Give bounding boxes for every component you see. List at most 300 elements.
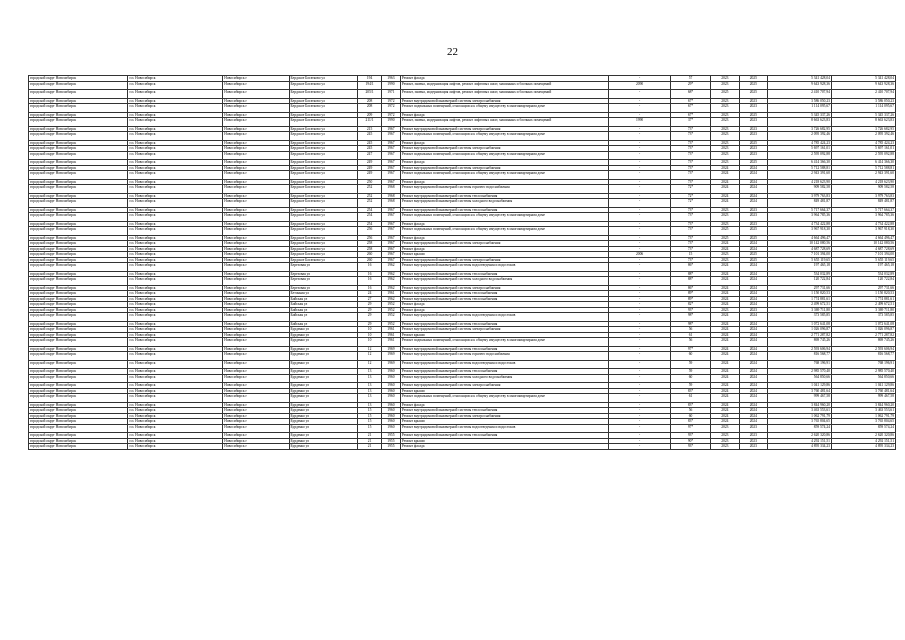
table-cell-house: 21 — [358, 433, 382, 439]
table-cell-work: Ремонт крыши — [400, 252, 608, 258]
table-cell-work: Ремонт внутридомовой инженерной системы электроснабжения — [400, 413, 608, 419]
table-cell-year_to: 2023 — [739, 126, 767, 132]
table-cell-address: Бердское Богатково ул — [289, 241, 358, 247]
table-cell-cost_total: 869 745,26 — [768, 338, 832, 347]
table-cell-work: Ремонт внутридомовой инженерной системы холодного водоснабжения — [400, 374, 608, 383]
table-cell-year_to: 2024 — [739, 327, 767, 333]
table-cell-city: г.п. Новосибирск — [128, 338, 223, 347]
table-cell-district: городской округ Новосибирск — [29, 179, 128, 185]
table-cell-city: г.п. Новосибирск — [128, 360, 223, 369]
table-cell-house: 249 — [358, 171, 382, 180]
table-cell-col9: 73* — [670, 160, 710, 166]
table-cell-year_to: 2025 — [739, 81, 767, 90]
table-cell-cost_total: 4 218 623,90 — [768, 179, 832, 185]
table-cell-year_to: 2024 — [739, 313, 767, 322]
table-cell-address: Бурденко ул — [289, 327, 358, 333]
table-cell-work: Ремонт подвальных помещений, относящихся к общему имуществу в многоквартирном доме — [400, 132, 608, 141]
table-cell-year: 1952 — [381, 307, 400, 313]
table-cell-col9: 60 — [670, 374, 710, 383]
table-cell-cost_fund: 2 499 672,51 — [831, 302, 895, 308]
page-number: 22 — [447, 46, 458, 58]
table-cell-house: 29 — [358, 313, 382, 322]
table-cell-address: Бердское Богатково ул — [289, 179, 358, 185]
table-cell-col8: - — [609, 179, 671, 185]
table-cell-house: 245 — [358, 132, 382, 141]
table-cell-year: 1968 — [381, 199, 400, 208]
table-cell-house: 21 — [358, 438, 382, 444]
table-cell-cost_fund: 3 979 763,83 — [831, 193, 895, 199]
table-cell-year_from: 2024 — [711, 296, 739, 302]
table-cell-city: г.п. Новосибирск — [128, 321, 223, 327]
table-cell-work: Ремонт фасада — [400, 160, 608, 166]
table-cell-district: городской округ Новосибирск — [29, 433, 128, 439]
table-cell-year_from: 2023 — [711, 433, 739, 439]
table-cell-address: Бийская ул — [289, 302, 358, 308]
table-cell-house: 194 — [358, 76, 382, 82]
table-cell-house: 13 — [358, 374, 382, 383]
table-cell-year_from: 2025 — [711, 235, 739, 241]
table-cell-work: Ремонт внутридомовой инженерной системы теплоснабжения — [400, 408, 608, 414]
table-cell-address: Бурденко ул — [289, 369, 358, 375]
table-cell-address: Бурденко ул — [289, 346, 358, 352]
table-cell-district: городской округ Новосибирск — [29, 285, 128, 291]
table-cell-street_place: Новосибирск г — [223, 394, 289, 403]
table-cell-col9: 97* — [670, 346, 710, 352]
table-cell-city: г.п. Новосибирск — [128, 160, 223, 166]
table-cell-district: городской округ Новосибирск — [29, 352, 128, 361]
table-cell-house: 254 — [358, 221, 382, 227]
table-cell-col8: 2090 — [609, 81, 671, 90]
table-cell-col8: - — [609, 383, 671, 389]
table-cell-street_place: Новосибирск г — [223, 185, 289, 194]
table-row — [29, 338, 896, 347]
table-cell-district: городской округ Новосибирск — [29, 346, 128, 352]
table-cell-city: г.п. Новосибирск — [128, 171, 223, 180]
table-cell-col8: - — [609, 302, 671, 308]
table-cell-city: г.п. Новосибирск — [128, 271, 223, 277]
table-cell-address: Бердское Богатково ул — [289, 257, 358, 263]
table-cell-cost_fund: 5 697 161,01 — [831, 146, 895, 152]
table-cell-year_to: 2024 — [739, 193, 767, 199]
table-cell-col9: 82* — [670, 302, 710, 308]
table-cell-house: 211/1 — [358, 118, 382, 127]
table-cell-district: городской округ Новосибирск — [29, 277, 128, 286]
table-cell-col8: - — [609, 438, 671, 444]
table-cell-district: городской округ Новосибирск — [29, 444, 128, 450]
table-cell-year_to: 2024 — [739, 360, 767, 369]
table-cell-cost_total: 4 664 496,47 — [768, 235, 832, 241]
table-cell-cost_fund: 3 369 711,80 — [831, 307, 895, 313]
table-cell-district: городской округ Новосибирск — [29, 151, 128, 160]
table-cell-house: 16 — [358, 263, 382, 272]
table-cell-district: городской округ Новосибирск — [29, 419, 128, 425]
table-cell-col8: - — [609, 346, 671, 352]
table-cell-year_to: 2024 — [739, 332, 767, 338]
table-cell-cost_total: 5 712 588,81 — [768, 165, 832, 171]
table-cell-year: 1955 — [381, 433, 400, 439]
table-cell-cost_fund: 1 774 881,61 — [831, 296, 895, 302]
table-cell-year: 1967 — [381, 241, 400, 247]
table-cell-city: г.п. Новосибирск — [128, 241, 223, 247]
table-cell-district: городской округ Новосибирск — [29, 81, 128, 90]
table-cell-house: 245 — [358, 140, 382, 146]
table-cell-cost_total: 2 593 606,94 — [768, 346, 832, 352]
table-cell-cost_total: 5 341 428,04 — [768, 76, 832, 82]
table-cell-col9: 89* — [670, 296, 710, 302]
table-cell-year: 1972 — [381, 104, 400, 113]
table-cell-city: г.п. Новосибирск — [128, 146, 223, 152]
table-cell-cost_total: 1 774 881,61 — [768, 296, 832, 302]
table-cell-col9: 60 — [670, 413, 710, 419]
table-cell-address: Березовая ул — [289, 271, 358, 277]
table-cell-col9: 59 — [670, 360, 710, 369]
table-cell-col9: 56 — [670, 327, 710, 333]
table-cell-city: г.п. Новосибирск — [128, 132, 223, 141]
table-cell-col9: 73* — [670, 221, 710, 227]
table-cell-district: городской округ Новосибирск — [29, 132, 128, 141]
table-cell-city: г.п. Новосибирск — [128, 235, 223, 241]
table-cell-year: 1967 — [381, 207, 400, 213]
table-cell-year_to: 2024 — [739, 241, 767, 247]
table-cell-year_to: 2024 — [739, 185, 767, 194]
table-cell-work: Ремонт внутридомовой инженерной системы водоотведения и водостоков — [400, 313, 608, 322]
table-cell-year_from: 2023 — [711, 132, 739, 141]
table-cell-address: Бийская ул — [289, 321, 358, 327]
table-cell-col8: - — [609, 221, 671, 227]
table-cell-district: городской округ Новосибирск — [29, 126, 128, 132]
table-cell-city: г.п. Новосибирск — [128, 252, 223, 258]
table-row — [29, 118, 896, 127]
table-cell-address: Бердское Богатково ул — [289, 207, 358, 213]
table-cell-year_from: 2024 — [711, 332, 739, 338]
table-cell-city: г.п. Новосибирск — [128, 383, 223, 389]
table-cell-street_place: Новосибирск г — [223, 332, 289, 338]
table-cell-house: 245 — [358, 146, 382, 152]
table-cell-district: городской округ Новосибирск — [29, 90, 128, 99]
table-cell-col8: - — [609, 151, 671, 160]
table-cell-work: Ремонт подвальных помещений, относящихся к общему имуществу в многоквартирном доме — [400, 151, 608, 160]
table-cell-address: Бурденко ул — [289, 419, 358, 425]
table-cell-street_place: Новосибирск г — [223, 112, 289, 118]
table-cell-cost_fund: 3 463 553,61 — [831, 408, 895, 414]
table-cell-year: 1969 — [381, 352, 400, 361]
table-cell-year_to: 2024 — [739, 419, 767, 425]
table-cell-cost_fund: 1 026 096,87 — [831, 327, 895, 333]
table-cell-col8: - — [609, 313, 671, 322]
table-cell-year_from: 2023 — [711, 221, 739, 227]
table-cell-district: городской округ Новосибирск — [29, 271, 128, 277]
table-cell-year_to: 2023 — [739, 146, 767, 152]
table-cell-street_place: Новосибирск г — [223, 257, 289, 263]
table-cell-work: Ремонт внутридомовой инженерной системы теплоснабжения — [400, 291, 608, 297]
table-cell-col8: - — [609, 444, 671, 450]
table-cell-year_from: 2024 — [711, 179, 739, 185]
table-cell-work: Ремонт фасада — [400, 112, 608, 118]
table-cell-year: 1972 — [381, 98, 400, 104]
table-cell-district: городской округ Новосибирск — [29, 383, 128, 389]
table-cell-house: 27 — [358, 296, 382, 302]
table-cell-year: 1962 — [381, 285, 400, 291]
table-cell-city: г.п. Новосибирск — [128, 98, 223, 104]
table-cell-street_place: Новосибирск г — [223, 413, 289, 419]
table-cell-year_from: 2024 — [711, 199, 739, 208]
table-cell-house: 13 — [358, 394, 382, 403]
table-cell-street_place: Новосибирск г — [223, 327, 289, 333]
table-cell-year_from: 2024 — [711, 394, 739, 403]
table-cell-house: 24 — [358, 291, 382, 297]
table-cell-city: г.п. Новосибирск — [128, 263, 223, 272]
table-cell-work: Ремонт подвальных помещений, относящихся к общему имуществу в многоквартирном доме — [400, 227, 608, 236]
table-cell-address: Бердское Богатково ул — [289, 221, 358, 227]
table-cell-address: Бердское Богатково ул — [289, 118, 358, 127]
table-cell-cost_fund: 816 568,77 — [831, 352, 895, 361]
table-cell-street_place: Новосибирск г — [223, 104, 289, 113]
table-cell-city: г.п. Новосибирск — [128, 165, 223, 171]
table-cell-district: городской округ Новосибирск — [29, 327, 128, 333]
table-cell-address: Бердское Богатково ул — [289, 171, 358, 180]
table-cell-street_place: Новосибирск г — [223, 193, 289, 199]
table-cell-col8: - — [609, 413, 671, 419]
table-cell-col8: - — [609, 271, 671, 277]
table-cell-street_place: Новосибирск г — [223, 296, 289, 302]
table-cell-col8: - — [609, 419, 671, 425]
table-cell-house: 247 — [358, 151, 382, 160]
table-cell-district: городской округ Новосибирск — [29, 321, 128, 327]
table-cell-street_place: Новосибирск г — [223, 140, 289, 146]
table-row — [29, 132, 896, 141]
table-cell-year_to: 2023 — [739, 151, 767, 160]
table-cell-city: г.п. Новосибирск — [128, 332, 223, 338]
table-cell-year: 1961 — [381, 291, 400, 297]
table-cell-year: 1960 — [381, 424, 400, 433]
table-cell-cost_fund: 1 062 791,79 — [831, 413, 895, 419]
table-cell-city: г.п. Новосибирск — [128, 402, 223, 408]
table-cell-address: Бурденко ул — [289, 332, 358, 338]
table-cell-year: 1962 — [381, 296, 400, 302]
table-cell-district: городской округ Новосибирск — [29, 402, 128, 408]
table-cell-city: г.п. Новосибирск — [128, 388, 223, 394]
table-cell-work: Ремонт внутридомовой инженерной системы теплоснабжения — [400, 271, 608, 277]
table-cell-cost_fund: 5 717 664,37 — [831, 207, 895, 213]
table-cell-year_to: 2023 — [739, 444, 767, 450]
table-cell-house: 209 — [358, 112, 382, 118]
table-cell-district: городской округ Новосибирск — [29, 252, 128, 258]
table-row — [29, 171, 896, 180]
table-cell-cost_total: 2 771 287,82 — [768, 332, 832, 338]
table-cell-year_to: 2024 — [739, 352, 767, 361]
table-cell-address: Бурденко ул — [289, 444, 358, 450]
table-cell-district: городской округ Новосибирск — [29, 76, 128, 82]
table-cell-year: 1968 — [381, 193, 400, 199]
table-cell-year_to: 2024 — [739, 374, 767, 383]
table-cell-work: Ремонт внутридомовой инженерной системы горячего водоснабжения — [400, 185, 608, 194]
table-cell-city: г.п. Новосибирск — [128, 433, 223, 439]
table-cell-col8: - — [609, 193, 671, 199]
table-cell-col8: - — [609, 296, 671, 302]
table-cell-col8: - — [609, 352, 671, 361]
table-cell-cost_fund: 3 726 682,95 — [831, 126, 895, 132]
table-row — [29, 90, 896, 99]
table-cell-house: 252 — [358, 199, 382, 208]
table-cell-cost_total: 3 369 711,80 — [768, 307, 832, 313]
table-cell-address: Бурденко ул — [289, 433, 358, 439]
table-cell-cost_total: 9 643 928,36 — [768, 81, 832, 90]
table-cell-cost_fund: 3 844 960,20 — [831, 402, 895, 408]
table-cell-year_to: 2024 — [739, 246, 767, 252]
table-cell-cost_fund: 4 664 496,47 — [831, 235, 895, 241]
table-cell-cost_total: 3 765 804,65 — [768, 419, 832, 425]
table-cell-address: Бурденко ул — [289, 402, 358, 408]
table-cell-cost_fund: 859 574,24 — [831, 424, 895, 433]
table-cell-year_from: 2024 — [711, 302, 739, 308]
table-cell-year: 1967 — [381, 140, 400, 146]
table-cell-year_to: 2024 — [739, 271, 767, 277]
table-cell-district: городской округ Новосибирск — [29, 213, 128, 222]
table-cell-district: городской округ Новосибирск — [29, 165, 128, 171]
table-cell-city: г.п. Новосибирск — [128, 296, 223, 302]
table-cell-city: г.п. Новосибирск — [128, 104, 223, 113]
table-cell-year_to: 2024 — [739, 394, 767, 403]
table-cell-year_from: 2023 — [711, 151, 739, 160]
table-cell-year_from: 2023 — [711, 112, 739, 118]
table-cell-work: Ремонт фасада — [400, 246, 608, 252]
table-cell-year: 1962 — [381, 277, 400, 286]
table-cell-year_from: 2024 — [711, 241, 739, 247]
table-cell-address: Бердское Богатково ул — [289, 252, 358, 258]
table-cell-year_from: 2023 — [711, 438, 739, 444]
table-cell-work: Ремонт фасада — [400, 235, 608, 241]
table-cell-cost_fund: 5 345 337,26 — [831, 112, 895, 118]
table-cell-district: городской округ Новосибирск — [29, 140, 128, 146]
table-cell-col8: 2006 — [609, 252, 671, 258]
table-cell-col9: 67* — [670, 112, 710, 118]
table-cell-house: 194/1 — [358, 81, 382, 90]
table-cell-house: 252 — [358, 185, 382, 194]
table-cell-year: 1961 — [381, 332, 400, 338]
table-cell-city: г.п. Новосибирск — [128, 179, 223, 185]
table-cell-district: городской округ Новосибирск — [29, 302, 128, 308]
table-cell-house: 208 — [358, 104, 382, 113]
table-cell-col9: 83* — [670, 419, 710, 425]
table-row — [29, 185, 896, 194]
table-cell-year_from: 2023 — [711, 104, 739, 113]
table-cell-cost_total: 1 026 096,87 — [768, 327, 832, 333]
table-cell-year_to: 2023 — [739, 132, 767, 141]
table-cell-work: Ремонт внутридомовой инженерной системы горячего водоснабжения — [400, 352, 608, 361]
table-cell-year_from: 2024 — [711, 383, 739, 389]
table-cell-year_from: 2024 — [711, 271, 739, 277]
table-row — [29, 213, 896, 222]
table-cell-col9: 73* — [670, 213, 710, 222]
table-cell-col9: 73* — [670, 140, 710, 146]
table-cell-year_to: 2024 — [739, 171, 767, 180]
table-cell-address: Бердское Богатково ул — [289, 227, 358, 236]
table-cell-street_place: Новосибирск г — [223, 98, 289, 104]
table-cell-col8: - — [609, 185, 671, 194]
table-cell-address: Березовая ул — [289, 277, 358, 286]
table-cell-year_to: 2024 — [739, 338, 767, 347]
table-cell-city: г.п. Новосибирск — [128, 207, 223, 213]
table-cell-year_to: 2023 — [739, 98, 767, 104]
table-cell-col9: 73* — [670, 165, 710, 171]
table-cell-street_place: Новосибирск г — [223, 241, 289, 247]
works-table — [28, 75, 896, 450]
table-cell-district: городской округ Новосибирск — [29, 207, 128, 213]
table-cell-cost_total: 859 574,24 — [768, 424, 832, 433]
table-cell-street_place: Новосибирск г — [223, 171, 289, 180]
table-cell-street_place: Новосибирск г — [223, 374, 289, 383]
table-cell-street_place: Новосибирск г — [223, 235, 289, 241]
table-cell-year_from: 2024 — [711, 246, 739, 252]
table-cell-street_place: Новосибирск г — [223, 263, 289, 272]
table-cell-cost_total: 2 499 672,51 — [768, 302, 832, 308]
table-cell-year_from: 2024 — [711, 171, 739, 180]
table-cell-work: Ремонт, замена, модернизация лифтов, ремонт лифтовых шахт, машинных и блочных помещений — [400, 81, 608, 90]
table-cell-house: 29 — [358, 307, 382, 313]
table-cell-year: 1967 — [381, 126, 400, 132]
table-cell-col9: 73* — [670, 171, 710, 180]
table-cell-work: Ремонт внутридомовой инженерной системы электроснабжения — [400, 327, 608, 333]
table-cell-col9: 73* — [670, 207, 710, 213]
table-cell-work: Ремонт крыши — [400, 438, 608, 444]
table-cell-house: 260 — [358, 252, 382, 258]
table-cell-col9: 73* — [670, 132, 710, 141]
table-cell-district: городской округ Новосибирск — [29, 307, 128, 313]
table-cell-year_to: 2025 — [739, 227, 767, 236]
table-cell-address: Бердское Богатково ул — [289, 165, 358, 171]
table-cell-col8: - — [609, 98, 671, 104]
table-cell-year_from: 2024 — [711, 193, 739, 199]
table-cell-col8: - — [609, 227, 671, 236]
table-row — [29, 81, 896, 90]
table-cell-cost_fund: 9 643 928,36 — [831, 81, 895, 90]
table-cell-district: городской округ Новосибирск — [29, 193, 128, 199]
table-cell-col8: - — [609, 374, 671, 383]
table-cell-col9: 37* — [670, 118, 710, 127]
table-cell-work: Ремонт крыши — [400, 388, 608, 394]
table-cell-street_place: Новосибирск г — [223, 179, 289, 185]
table-cell-year_to: 2024 — [739, 388, 767, 394]
table-row — [29, 277, 896, 286]
table-cell-year: 1962 — [381, 271, 400, 277]
table-cell-city: г.п. Новосибирск — [128, 408, 223, 414]
table-cell-cost_fund: 2 095 392,46 — [831, 132, 895, 141]
table-cell-address: Бердское Богатково ул — [289, 90, 358, 99]
table-cell-address: Бурденко ул — [289, 424, 358, 433]
table-cell-year_from: 2023 — [711, 207, 739, 213]
table-cell-year_from: 2024 — [711, 402, 739, 408]
table-cell-work: Ремонт фасада — [400, 307, 608, 313]
table-cell-district: городской округ Новосибирск — [29, 160, 128, 166]
table-cell-cost_fund: 297 731,66 — [831, 285, 895, 291]
table-cell-year: 1955 — [381, 438, 400, 444]
table-cell-street_place: Новосибирск г — [223, 118, 289, 127]
table-cell-work: Ремонт внутридомовой инженерной системы холодного водоснабжения — [400, 199, 608, 208]
table-cell-year_to: 2024 — [739, 291, 767, 297]
table-cell-address: Бийская ул — [289, 313, 358, 322]
table-cell-house: 13 — [358, 402, 382, 408]
table-cell-year_from: 2024 — [711, 369, 739, 375]
table-cell-cost_total: 4 292 151,51 — [768, 438, 832, 444]
table-cell-city: г.п. Новосибирск — [128, 419, 223, 425]
table-cell-house: 254 — [358, 207, 382, 213]
table-cell-year_from: 2024 — [711, 360, 739, 369]
table-cell-street_place: Новосибирск г — [223, 352, 289, 361]
table-cell-year: 1960 — [381, 374, 400, 383]
table-cell-col9: 93* — [670, 307, 710, 313]
table-cell-house: 258 — [358, 246, 382, 252]
table-row — [29, 424, 896, 433]
